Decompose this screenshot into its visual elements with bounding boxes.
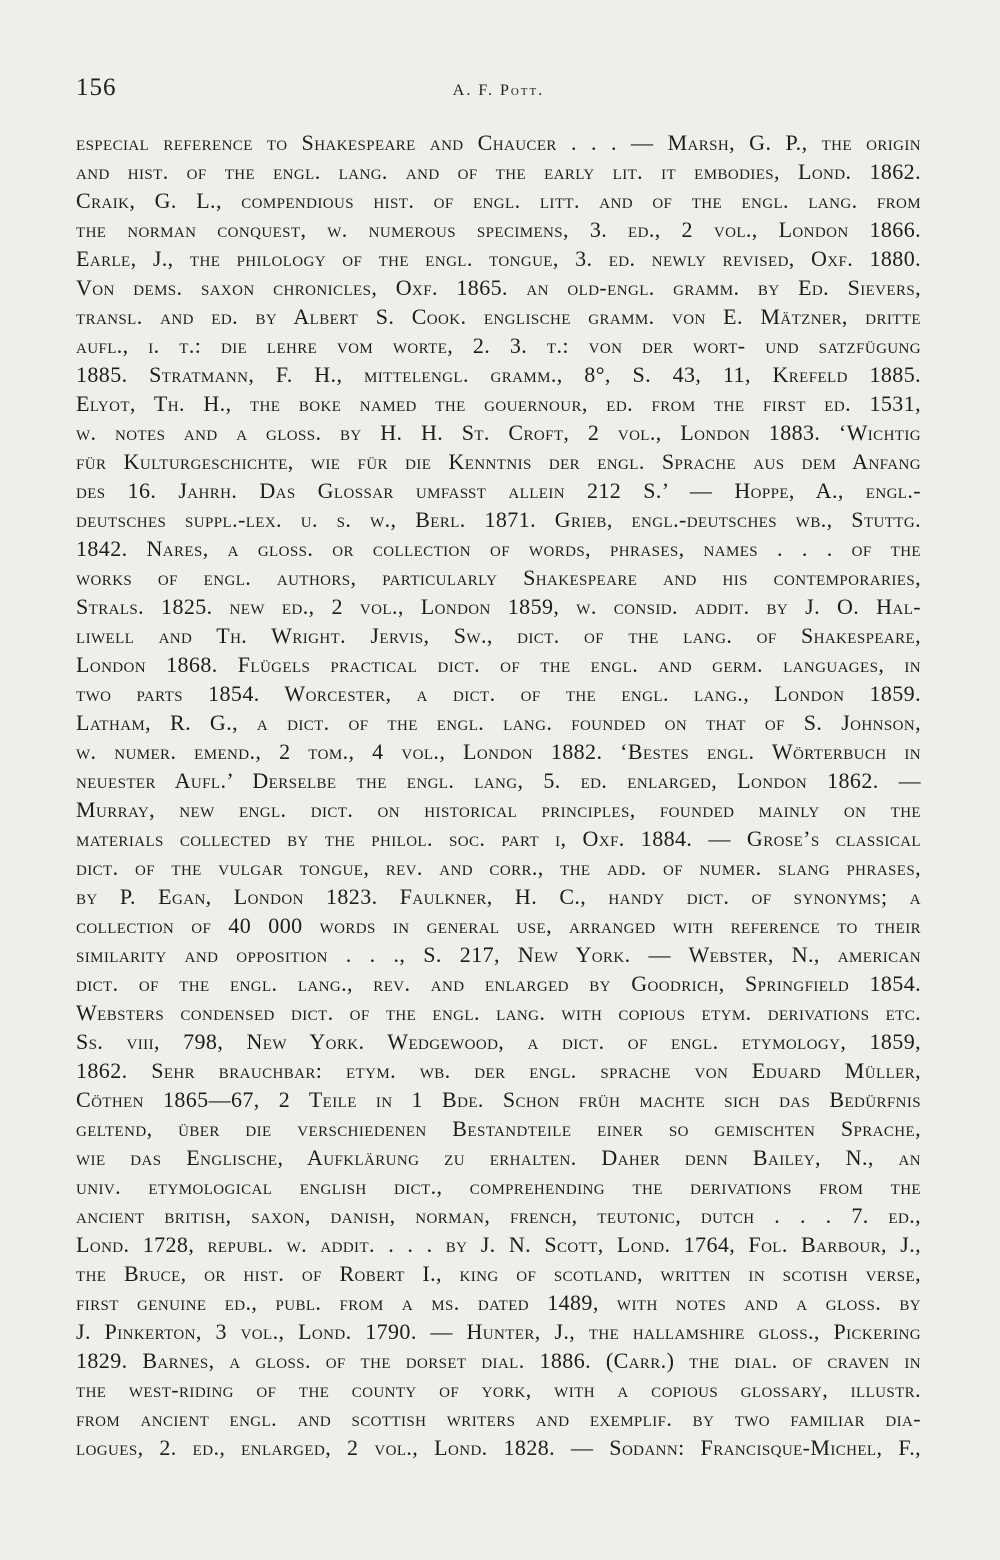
text-line: by P. Egan, London 1823. Faulkner, H. C., handy dict. of synonyms; a [76, 884, 921, 909]
text-line: works of engl. authors, particularly Shakespeare and his contemporaries, [76, 565, 921, 590]
text-line: Von dems. saxon chronicles, Oxf. 1865. an old-engl. gramm. by Ed. Sievers, [76, 275, 921, 300]
text-line: 1862. Sehr brauchbar: etym. wb. der engl. sprache von Eduard Müller, [76, 1058, 921, 1083]
text-line: des 16. Jahrh. Das Glossar umfaßt allein 212 S.’ — Hoppe, A., engl.- [76, 478, 921, 503]
text-line: Craik, G. L., compendious hist. of engl. litt. and of the engl. lang. from [76, 188, 921, 213]
text-line: J. Pinkerton, 3 vol., Lond. 1790. — Hunter, J., the hallamshire gloss., Pickering [76, 1319, 921, 1344]
text-line: univ. etymological english dict., comprehending the derivations from the [76, 1174, 921, 1199]
text-line: w. notes and a gloss. by H. H. St. Croft, 2 vol., London 1883. ‘Wichtig [76, 420, 921, 445]
text-line: 1829. Barnes, a gloss. of the dorset dial. 1886. (Carr.) the dial. of craven in [76, 1348, 921, 1373]
text-line: dict. of the engl. lang., rev. and enlarged by Goodrich, Springfield 1854. [76, 971, 921, 996]
text-line: wie das Englische, Aufklärung zu erhalten. Daher denn Bailey, N., an [76, 1145, 921, 1170]
text-line: the Bruce, or hist. of Robert I., king of scotland, written in scotish verse, [76, 1261, 921, 1286]
page-number: 156 [76, 74, 117, 101]
text-line: Cöthen 1865—67, 2 Teile in 1 Bde. Schon früh machte sich das Bedürfnis [76, 1087, 921, 1112]
text-line: London 1868. Flügels practical dict. of the engl. and germ. languages, in [76, 652, 921, 677]
text-line: Murray, new engl. dict. on historical principles, founded mainly on the [76, 797, 921, 822]
running-head: A. F. Pott. [452, 82, 545, 99]
text-line: dict. of the vulgar tongue, rev. and corr., the add. of numer. slang phrases, [76, 855, 921, 880]
text-line: neuester Aufl.’ Derselbe the engl. lang, 5. ed. enlarged, London 1862. — [76, 768, 921, 793]
text-line: geltend, über die verschiedenen Bestandteile einer so gemischten Sprache, [76, 1116, 921, 1141]
text-line: collection of 40 000 words in general use, arranged with reference to their [76, 913, 921, 938]
text-line: first genuine ed., publ. from a ms. dated 1489, with notes and a gloss. by [76, 1290, 921, 1315]
text-line: the norman conquest, w. numerous specimens, 3. ed., 2 vol., London 1866. [76, 217, 921, 242]
text-line: ancient british, saxon, danish, norman, french, teutonic, dutch . . . 7. ed., [76, 1203, 921, 1228]
text-line: Strals. 1825. new ed., 2 vol., London 1859, w. consid. addit. by J. O. Hal- [76, 594, 921, 619]
text-line: für Kulturgeschichte, wie für die Kenntnis der engl. Sprache aus dem Anfang [76, 449, 921, 474]
text-line: the west-riding of the county of york, with a copious glossary, illustr. [76, 1377, 921, 1402]
text-line: transl. and ed. by Albert S. Cook. englische gramm. von E. Mätzner, dritte [76, 304, 921, 329]
text-line: Websters condensed dict. of the engl. lang. with copious etym. derivations etc. [76, 1000, 921, 1025]
text-line: logues, 2. ed., enlarged, 2 vol., Lond. 1828. — Sodann: Francisque-Michel, F., [76, 1435, 921, 1460]
text-line: similarity and opposition . . ., S. 217, New York. — Webster, N., american [76, 942, 921, 967]
text-line: 1842. Nares, a gloss. or collection of words, phrases, names . . . of the [76, 536, 921, 561]
text-line: two parts 1854. Worcester, a dict. of the engl. lang., London 1859. [76, 681, 921, 706]
text-line: Lond. 1728, republ. w. addit. . . . by J. N. Scott, Lond. 1764, Fol. Barbour, J., [76, 1232, 921, 1257]
body-text [76, 128, 921, 1462]
text-line: aufl., i. t.: die lehre vom worte, 2. 3. t.: von der wort- und satzfügung [76, 333, 921, 358]
page-header [76, 74, 921, 106]
text-line: liwell and Th. Wright. Jervis, Sw., dict. of the lang. of Shakespeare, [76, 623, 921, 648]
text-line: and hist. of the engl. lang. and of the early lit. it embodies, Lond. 1862. [76, 159, 921, 184]
text-line: w. numer. emend., 2 tom., 4 vol., London 1882. ‘Bestes engl. Wörterbuch in [76, 739, 921, 764]
text-line: deutsches suppl.-lex. u. s. w., Berl. 1871. Grieb, engl.-deutsches wb., Stuttg. [76, 507, 921, 532]
text-line: 1885. Stratmann, F. H., mittelengl. gramm., 8°, S. 43, 11, Krefeld 1885. [76, 362, 921, 387]
text-line: materials collected by the philol. soc. part i, Oxf. 1884. — Grose’s classical [76, 826, 921, 851]
text-line: from ancient engl. and scottish writers and exemplif. by two familiar dia- [76, 1406, 921, 1431]
text-line: Ss. viii, 798, New York. Wedgewood, a dict. of engl. etymology, 1859, [76, 1029, 921, 1054]
text-line: Latham, R. G., a dict. of the engl. lang. founded on that of S. Johnson, [76, 710, 921, 735]
text-line: Elyot, Th. H., the boke named the gouernour, ed. from the first ed. 1531, [76, 391, 921, 416]
text-line: especial reference to Shakespeare and Chaucer . . . — Marsh, G. P., the origin [76, 130, 921, 155]
text-line: Earle, J., the philology of the engl. tongue, 3. ed. newly revised, Oxf. 1880. [76, 246, 921, 271]
